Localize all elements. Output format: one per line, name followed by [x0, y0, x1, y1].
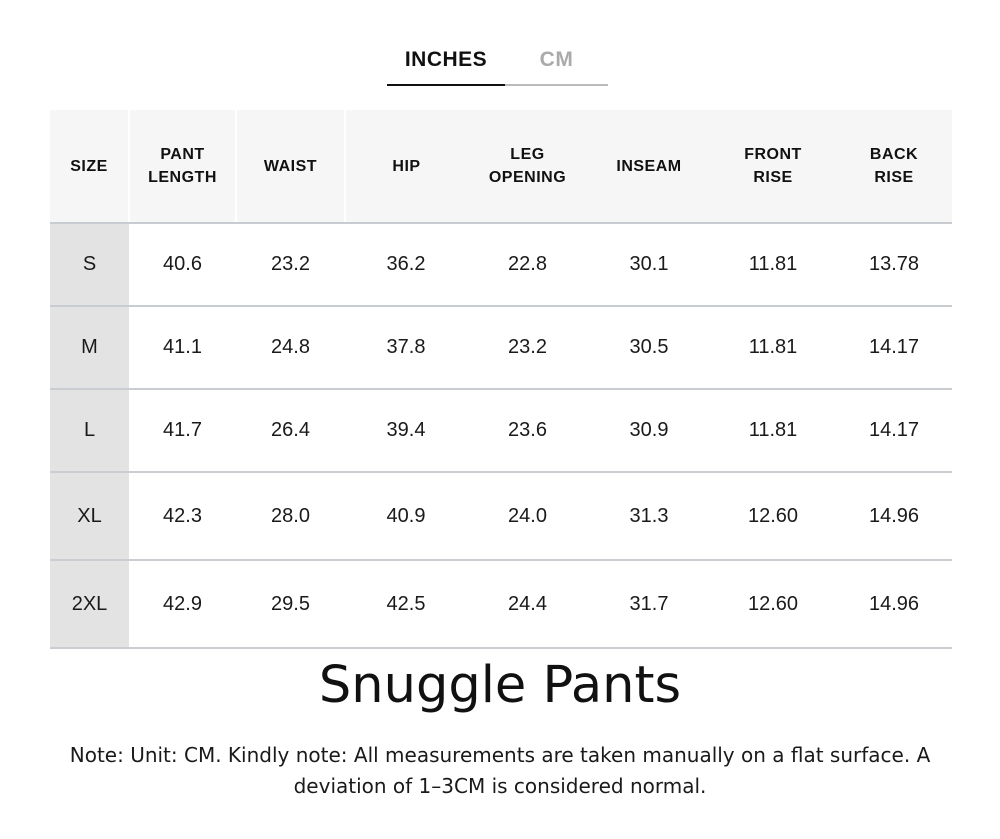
hip-cell: 40.9 — [345, 472, 467, 560]
header-waist: WAIST — [236, 110, 345, 223]
waist-cell: 28.0 — [236, 472, 345, 560]
header-size: SIZE — [50, 110, 129, 223]
size-cell: 2XL — [50, 560, 129, 648]
waist-cell: 23.2 — [236, 223, 345, 306]
leg-opening-cell: 23.6 — [467, 389, 588, 472]
pant-length-cell: 42.9 — [129, 560, 236, 648]
pant-length-cell: 41.1 — [129, 306, 236, 389]
inseam-cell: 30.9 — [588, 389, 710, 472]
size-cell: S — [50, 223, 129, 306]
front-rise-cell: 12.60 — [710, 560, 836, 648]
table-row — [50, 223, 952, 306]
table-row — [50, 389, 952, 472]
tab-inches[interactable]: INCHES — [387, 44, 505, 86]
leg-opening-cell: 24.0 — [467, 472, 588, 560]
inseam-cell: 31.7 — [588, 560, 710, 648]
leg-opening-cell: 24.4 — [467, 560, 588, 648]
pant-length-cell: 41.7 — [129, 389, 236, 472]
back-rise-cell: 13.78 — [836, 223, 952, 306]
inseam-cell: 31.3 — [588, 472, 710, 560]
back-rise-cell: 14.96 — [836, 472, 952, 560]
front-rise-cell: 11.81 — [710, 306, 836, 389]
inseam-cell: 30.1 — [588, 223, 710, 306]
header-inseam: INSEAM — [588, 110, 710, 223]
hip-cell: 37.8 — [345, 306, 467, 389]
front-rise-cell: 12.60 — [710, 472, 836, 560]
leg-opening-cell: 23.2 — [467, 306, 588, 389]
size-chart-table — [50, 110, 952, 649]
waist-cell: 29.5 — [236, 560, 345, 648]
size-cell: XL — [50, 472, 129, 560]
leg-opening-cell: 22.8 — [467, 223, 588, 306]
header-front-rise: FRONT RISE — [710, 110, 836, 223]
table-header-row — [50, 110, 952, 223]
header-back-rise: BACK RISE — [836, 110, 952, 223]
unit-tabs — [387, 44, 608, 88]
size-cell: L — [50, 389, 129, 472]
back-rise-cell: 14.17 — [836, 306, 952, 389]
front-rise-cell: 11.81 — [710, 389, 836, 472]
table-row — [50, 560, 952, 648]
pant-length-cell: 42.3 — [129, 472, 236, 560]
waist-cell: 24.8 — [236, 306, 345, 389]
table-row — [50, 306, 952, 389]
measurement-note: Note: Unit: CM. Kindly note: All measurements are taken manually on a flat surface. A deviation of 1–3CM is considered normal. — [69, 743, 931, 798]
back-rise-cell: 14.17 — [836, 389, 952, 472]
tab-cm[interactable]: CM — [505, 44, 608, 86]
header-hip: HIP — [345, 110, 467, 223]
hip-cell: 39.4 — [345, 389, 467, 472]
table-row — [50, 472, 952, 560]
header-leg-opening: LEG OPENING — [467, 110, 588, 223]
header-pant-length: PANT LENGTH — [129, 110, 236, 223]
hip-cell: 42.5 — [345, 560, 467, 648]
waist-cell: 26.4 — [236, 389, 345, 472]
product-title: Snuggle Pants — [318, 656, 682, 715]
hip-cell: 36.2 — [345, 223, 467, 306]
front-rise-cell: 11.81 — [710, 223, 836, 306]
inseam-cell: 30.5 — [588, 306, 710, 389]
size-cell: M — [50, 306, 129, 389]
pant-length-cell: 40.6 — [129, 223, 236, 306]
back-rise-cell: 14.96 — [836, 560, 952, 648]
